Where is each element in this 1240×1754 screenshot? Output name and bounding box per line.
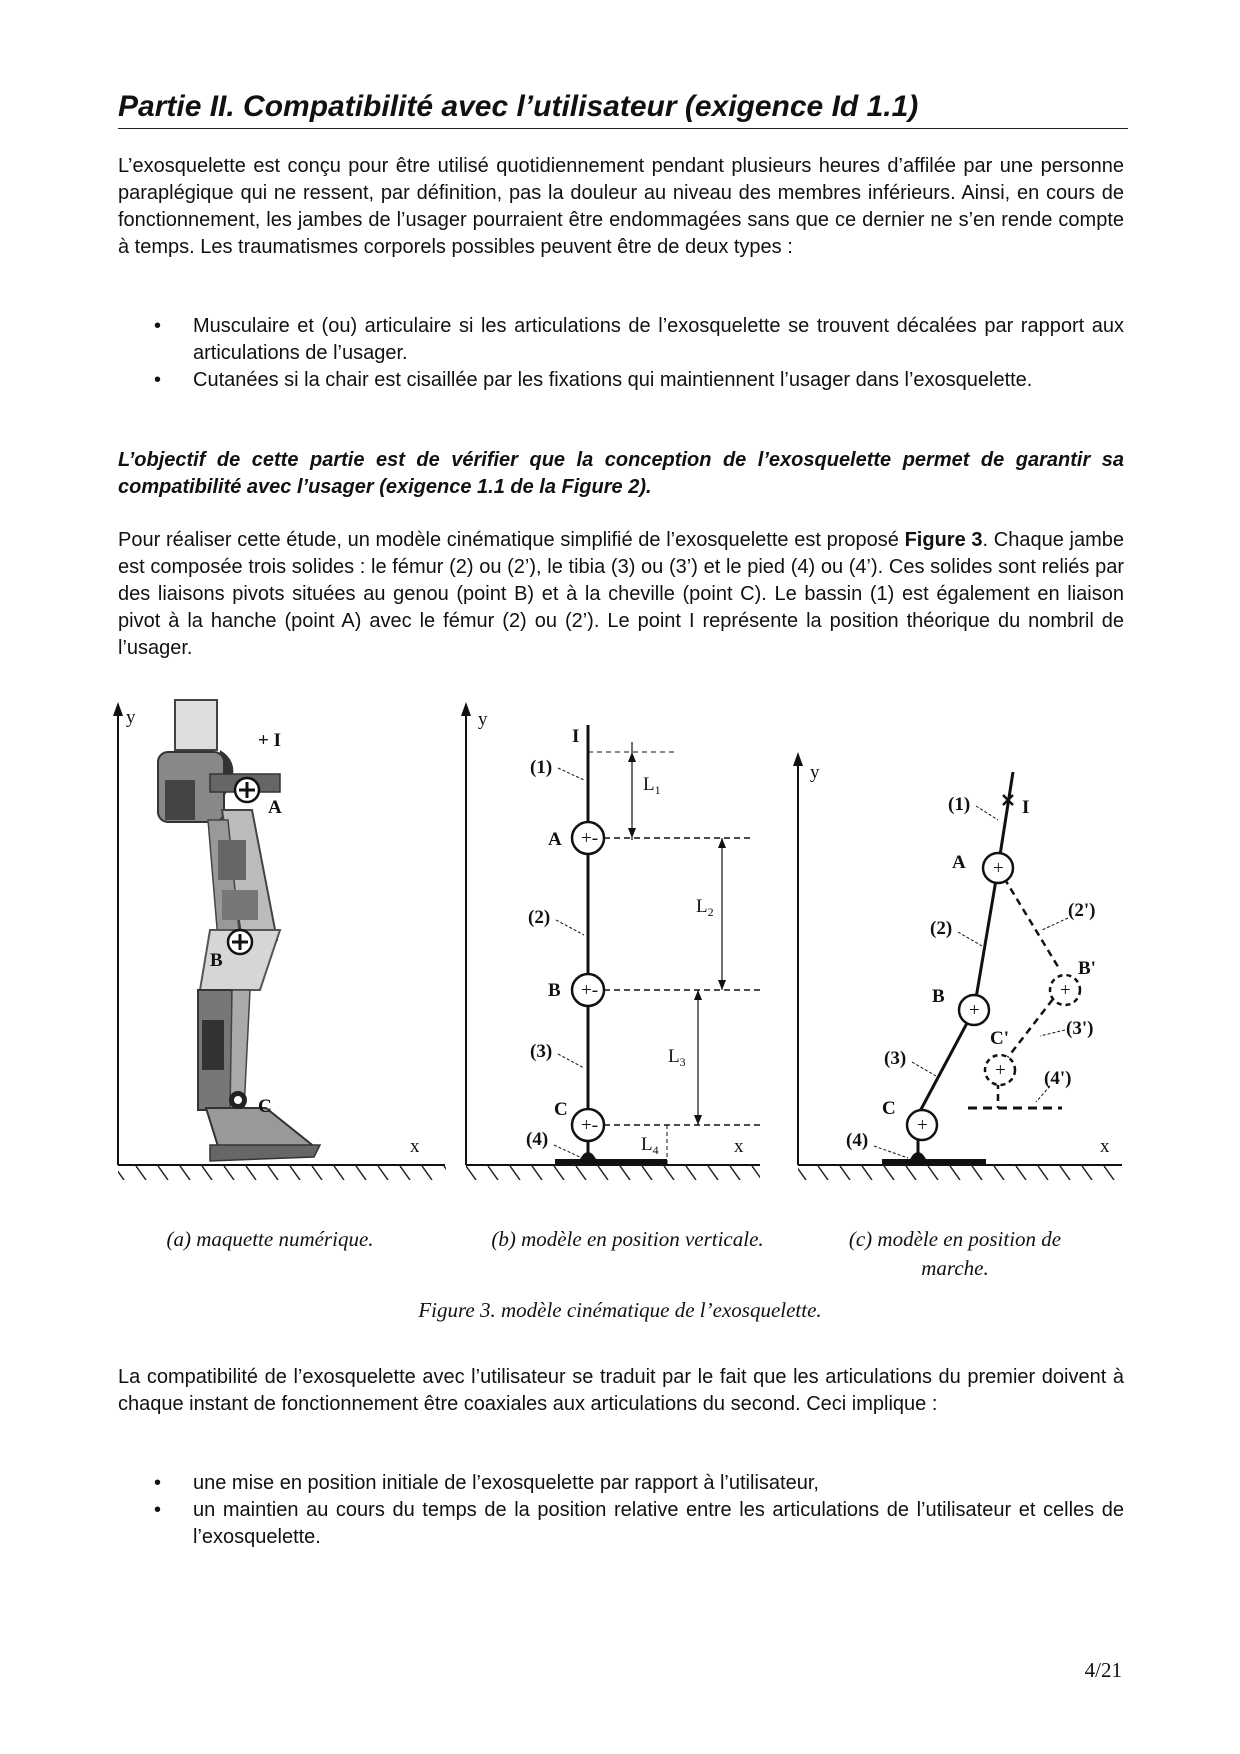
solid-1-label-c: (1) (948, 794, 971, 815)
solid-4-label-c: (4) (846, 1130, 869, 1151)
page-number: 4/21 (1084, 1658, 1122, 1682)
figure-reference: Figure 3 (904, 529, 983, 551)
figure-3-kinematic-model (110, 690, 1130, 1210)
bullet-icon: • (154, 1472, 162, 1494)
objective-paragraph: L’objectif de cette partie est de vérifier que la conception de l’exosquelette permet de garantir sa compatibilité avec l’usager (exigence 1.1 de la Figure 2). (118, 449, 1124, 498)
point-Bp-label-c: B' (1078, 958, 1096, 979)
list-item-text: une mise en position initiale de l’exosquelette par rapport à l’utilisateur, (193, 1472, 819, 1494)
panel-b-vertical-model (461, 702, 760, 1180)
svg-text:+: + (917, 1115, 928, 1136)
point-C-label-a: C (258, 1096, 272, 1117)
svg-text:+: + (969, 1000, 980, 1021)
point-A-label-a: A (268, 797, 282, 818)
point-I-label-c: I (1022, 797, 1030, 818)
joint-A-b (572, 822, 604, 854)
solid-4-label-b: (4) (526, 1129, 549, 1150)
dimension-L1: $L_1$ (643, 774, 661, 797)
point-B-label-c: B (932, 986, 945, 1007)
compatibility-paragraph: La compatibilité de l’exosquelette avec l’utilisateur se traduit par le fait que les articulations du premier doivent à chaque instant de fonctionnement être coaxiales aux articulations du second. Ceci implique : (118, 1366, 1124, 1415)
y-axis-label-a: y (126, 707, 136, 728)
model-paragraph (118, 527, 1124, 662)
list-item-text: un maintien au cours du temps de la position relative entre les articulations de l’utilisateur et celles de l’exosquelette. (193, 1499, 1124, 1548)
y-arrow-icon (793, 752, 803, 766)
caption-a: (a) maquette numérique. (166, 1227, 374, 1251)
solid-2-label-b: (2) (528, 907, 551, 928)
panel-c-walking-model (793, 752, 1122, 1180)
svg-text:+-: +- (581, 1115, 599, 1136)
joint-B-c (959, 995, 989, 1025)
foot-segment-b (555, 1159, 667, 1165)
joint-C-c (907, 1110, 937, 1140)
point-A-label-c: A (952, 852, 966, 873)
point-I-label-b: I (572, 726, 580, 747)
bullet-icon: • (154, 315, 162, 337)
y-axis-label-c: y (810, 762, 820, 783)
ground-hatch-a (118, 1166, 446, 1180)
solid-3-label-b: (3) (530, 1041, 553, 1062)
caption-c: (c) modèle en position de marche. (848, 1227, 1062, 1280)
svg-text:+-: +- (581, 980, 599, 1001)
point-B-label-a: B (210, 950, 223, 971)
joint-A-c (983, 853, 1013, 883)
dimension-L2: $L_2$ (696, 896, 714, 919)
trauma-list (118, 313, 1124, 394)
point-B-label-b: B (548, 980, 561, 1001)
solid-4p-label-c: (4') (1044, 1068, 1072, 1089)
panel-a-digital-mockup (113, 700, 446, 1180)
ground-hatch-b (466, 1166, 760, 1180)
x-axis-label-a: x (410, 1136, 420, 1157)
point-I-label-a: + I (258, 730, 281, 751)
svg-text:+-: +- (581, 828, 599, 849)
joint-Bp-c (1050, 975, 1080, 1005)
caption-b: (b) modèle en position verticale. (491, 1227, 764, 1251)
solid-3-label-c: (3) (884, 1048, 907, 1069)
dimension-L3: $L_3$ (668, 1046, 686, 1069)
bullet-icon: • (154, 369, 162, 391)
point-C-label-b: C (554, 1099, 568, 1120)
solid-1-label-b: (1) (530, 757, 553, 778)
compatibility-list (118, 1470, 1124, 1551)
list-item (118, 1497, 1124, 1551)
y-axis-label-b: y (478, 709, 488, 730)
dimension-L4: $L_4$ (641, 1134, 659, 1157)
bullet-icon: • (154, 1499, 162, 1521)
model-text-before: Pour réaliser cette étude, un modèle cinématique simplifié de l’exosquelette est proposé (118, 529, 905, 551)
joint-C-b (572, 1109, 604, 1141)
solid-2p-label-c: (2') (1068, 900, 1096, 921)
model-text-after: . Chaque jambe est composée trois solides : le fémur (2) ou (2’), le tibia (3) ou (3’) et le pied (4) ou (4’). Ces solides sont reliés par des liaisons pivots situées au genou (point B) et à la cheville (point C). Le bassin (1) est également en liaison pivot à la hanche (point A) avec le fémur (2) ou (2’). Le point I représente la position théorique du nombril de l’usager. (118, 529, 1124, 659)
list-item (118, 367, 1124, 394)
section-title: Partie II. Compatibilité avec l’utilisateur (exigence Id 1.1) (118, 90, 1128, 129)
solid-3p-label-c: (3') (1066, 1018, 1094, 1039)
figure-caption: Figure 3. modèle cinématique de l’exosquelette. (418, 1298, 822, 1322)
y-arrow-icon (113, 702, 123, 716)
y-arrow-icon (461, 702, 471, 716)
list-item (118, 313, 1124, 367)
list-item-text: Musculaire et (ou) articulaire si les articulations de l’exosquelette se trouvent décalées par rapport aux articulations de l’usager. (193, 315, 1124, 364)
ground-hatch-c (798, 1166, 1122, 1180)
x-axis-label-b: x (734, 1136, 744, 1157)
point-C-label-c: C (882, 1098, 896, 1119)
x-axis-label-c: x (1100, 1136, 1110, 1157)
list-item-text: Cutanées si la chair est cisaillée par les fixations qui maintiennent l’usager dans l’exosquelette. (193, 369, 1033, 391)
point-Cp-label-c: C' (990, 1028, 1009, 1049)
svg-text:+: + (993, 858, 1004, 879)
solid-2-label-c: (2) (930, 918, 953, 939)
svg-text:+: + (1060, 980, 1071, 1001)
exoskeleton-mockup-image (158, 700, 320, 1161)
joint-B-b (572, 974, 604, 1006)
list-item (118, 1470, 1124, 1497)
svg-text:+: + (995, 1060, 1006, 1081)
intro-paragraph: L’exosquelette est conçu pour être utilisé quotidiennement pendant plusieurs heures d’affilée par une personne paraplégique qui ne ressent, par définition, pas la douleur au niveau des membres inférieurs. Ainsi, en cours de fonctionnement, les jambes de l’usager pourraient être endommagées sans que ce dernier ne s’en rende compte à temps. Les traumatismes corporels possibles peuvent être de deux types : (118, 155, 1124, 258)
point-A-label-b: A (548, 829, 562, 850)
joint-Cp-c (985, 1055, 1015, 1085)
